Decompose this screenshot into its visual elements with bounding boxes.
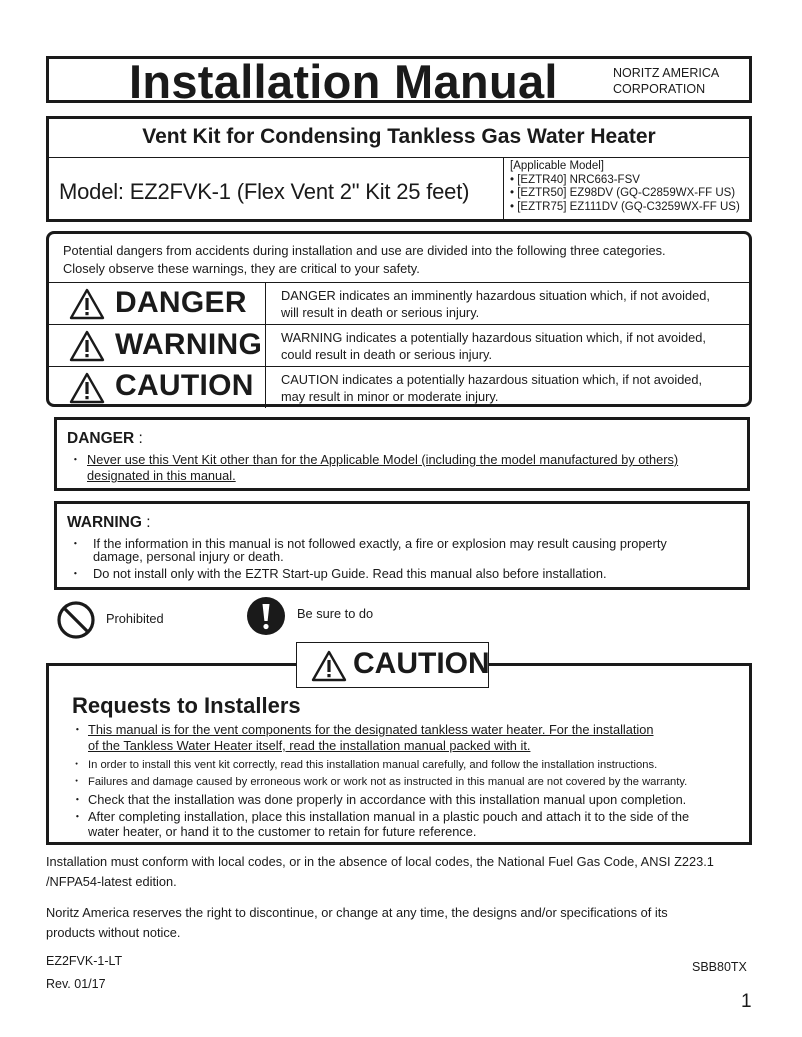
manual-header	[46, 55, 752, 108]
be-sure-label: Be sure to do	[297, 606, 374, 621]
applicable-model-item: • [EZTR75] EZ111DV (GQ-C3259WX-FF US)	[510, 200, 740, 213]
danger-notice-line: Never use this Vent Kit other than for the Applicable Model (including the model manufactured by others)	[87, 452, 679, 467]
request-line: ・ In order to install this vent kit correctly, read this installation manual carefully, and follow the installation instructions.	[71, 756, 657, 772]
applicable-model-item: • [EZTR50] EZ98DV (GQ-C2859WX-FF US)	[510, 187, 736, 199]
hazard-row-warning	[49, 324, 749, 367]
document-code: EZ2FVK-1-LT	[46, 954, 123, 968]
bullet: ・	[69, 566, 82, 581]
exclamation-icon	[246, 596, 286, 636]
prohibited-icon	[56, 600, 96, 640]
bullet: ・	[71, 792, 84, 807]
warning-notice	[54, 501, 750, 590]
request-line: ・ Failures and damage caused by erroneous work or work not as instructed in this manual are not covered by the warranty.	[71, 773, 687, 789]
caution-description: CAUTION indicates a potentially hazardous situation which, if not avoided, may result in minor or moderate injury.	[281, 372, 703, 404]
request-line: water heater, or hand it to the customer to retain for future reference.	[88, 824, 477, 839]
revision-date: Rev. 01/17	[46, 977, 106, 991]
warning-triangle-icon	[69, 372, 105, 404]
bullet: ・	[71, 722, 84, 737]
request-line: ・ This manual is for the vent components for the designated tankless water heater. For the installation	[71, 719, 654, 738]
hazard-table	[46, 231, 752, 407]
warning-word: WARNING	[115, 328, 263, 361]
warning-notice-line: Do not install only with the EZTR Start-up Guide. Read this manual also before installation.	[93, 566, 607, 581]
product-box	[46, 116, 752, 222]
bullet: ・	[69, 452, 82, 467]
applicable-model-item: • [EZTR40] NRC663-FSV	[510, 173, 640, 186]
warning-triangle-icon	[311, 650, 347, 682]
danger-word: DANGER	[115, 286, 247, 319]
danger-notice-line: designated in this manual.	[87, 468, 236, 483]
caution-header-word: CAUTION	[353, 647, 490, 680]
request-line: of the Tankless Water Heater itself, read the installation manual packed with it.	[88, 738, 531, 753]
manual-title: Installation Manual	[129, 55, 558, 108]
part-code: SBB80TX	[692, 960, 747, 974]
applicable-models	[503, 157, 749, 219]
warning-description: WARNING indicates a potentially hazardous situation which, if not avoided, could result in death or serious injury.	[281, 330, 706, 362]
warning-notice-line: damage, personal injury or death.	[93, 549, 284, 564]
prohibited-label: Prohibited	[106, 611, 164, 626]
codes-paragraph: Installation must conform with local codes, or in the absence of local codes, the National Fuel Gas Code, ANSI Z223.1 /NFPA54-latest edition.	[46, 854, 714, 889]
model-name: Model: EZ2FVK-1 (Flex Vent 2" Kit 25 feet)	[59, 179, 470, 204]
caution-requests-box	[46, 663, 752, 845]
bullet: ・	[71, 759, 83, 771]
requests-title: Requests to Installers	[72, 693, 301, 718]
page-number: 1	[741, 991, 752, 1012]
applicable-heading: [Applicable Model]	[510, 160, 604, 172]
kit-title: Vent Kit for Condensing Tankless Gas Water Heater	[142, 125, 656, 148]
hazard-row-caution	[49, 366, 749, 408]
warning-notice-title: WARNING :	[67, 514, 151, 531]
caution-word: CAUTION	[115, 369, 254, 402]
corporation-name: NORITZ AMERICA CORPORATION	[613, 66, 720, 96]
danger-notice	[54, 417, 750, 491]
caution-header	[296, 642, 489, 688]
warning-notice-line: If the information in this manual is not followed exactly, a fire or explosion may result causing property	[93, 536, 667, 551]
request-line: ・ After completing installation, place this installation manual in a plastic pouch and attach it to the side of the	[71, 806, 689, 825]
danger-description: DANGER indicates an imminently hazardous situation which, if not avoided, will result in death or serious injury.	[281, 288, 710, 320]
bullet: ・	[71, 776, 83, 788]
request-line: ・ Check that the installation was done properly in accordance with this installation manual upon completion.	[71, 789, 686, 808]
hazard-row-danger	[49, 282, 749, 325]
warning-triangle-icon	[69, 330, 105, 362]
bullet: ・	[71, 809, 84, 824]
bullet: ・	[69, 536, 82, 551]
reserve-paragraph: Noritz America reserves the right to discontinue, or change at any time, the designs and/or specifications of its products without notice.	[46, 905, 668, 940]
danger-notice-title: DANGER :	[67, 430, 143, 447]
hazard-intro: Potential dangers from accidents during installation and use are divided into the following three categories. Closely observe these warnings, they are critical to your safety.	[63, 243, 666, 276]
warning-triangle-icon	[69, 288, 105, 320]
